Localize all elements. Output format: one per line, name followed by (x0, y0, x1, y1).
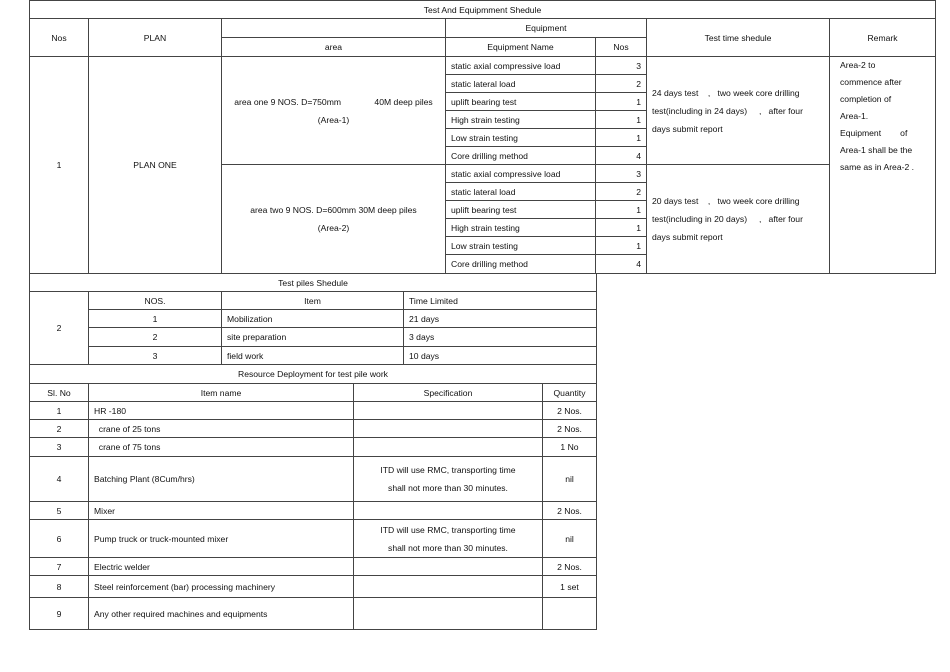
pile-row-time: 21 days (404, 310, 597, 328)
equipment-name: Low strain testing (446, 237, 596, 255)
resource-item: Electric welder (89, 558, 354, 576)
remark-cell (830, 57, 936, 274)
row-number: 1 (30, 57, 89, 274)
resource-sl: 8 (30, 576, 89, 598)
header-item-name: Item name (89, 384, 354, 402)
header-area: area (222, 38, 446, 57)
equipment-count: 3 (596, 57, 647, 75)
resource-item: Batching Plant (8Cum/hrs) (89, 457, 354, 502)
resources-title: Resource Deployment for test pile work (30, 365, 597, 384)
resource-spec (354, 598, 543, 630)
resource-qty (543, 598, 597, 630)
header-nos: Nos (30, 19, 89, 57)
equipment-count: 2 (596, 75, 647, 93)
pile-row-item: field work (222, 347, 404, 365)
resource-item: Mixer (89, 502, 354, 520)
test-piles-title: Test piles Shedule (30, 274, 597, 292)
resource-sl: 2 (30, 420, 89, 438)
remark-line: Area-1 shall be the (840, 145, 913, 155)
equipment-count: 1 (596, 201, 647, 219)
area-desc-label: (Area-1) (317, 114, 350, 125)
area-desc-line: area two 9 NOS. D=600mm 30M deep piles (250, 205, 417, 215)
resource-spec-line: shall not more than 30 minutes. (388, 483, 508, 493)
resource-sl: 7 (30, 558, 89, 576)
resource-spec (354, 438, 543, 457)
equipment-name: static lateral load (446, 75, 596, 93)
equipment-name: Core drilling method (446, 147, 596, 165)
schedule-title: Test And Equipmment Shedule (30, 1, 936, 19)
resource-item: crane of 25 tons (89, 420, 354, 438)
equipment-count: 1 (596, 219, 647, 237)
equipment-name: uplift bearing test (446, 93, 596, 111)
remark-line: same as in Area-2 . (840, 162, 915, 172)
header-sl-no: Sl. No (30, 384, 89, 402)
equipment-name: High strain testing (446, 219, 596, 237)
test-time-line: 24 days test , two week core drilling (652, 87, 800, 98)
resource-qty: 2 Nos. (543, 420, 597, 438)
resource-item: HR -180 (89, 402, 354, 420)
resource-qty: 2 Nos. (543, 502, 597, 520)
resource-item: Any other required machines and equipments (89, 598, 354, 630)
resource-qty: nil (543, 457, 597, 502)
equipment-name: Low strain testing (446, 129, 596, 147)
test-time-line: days submit report (652, 123, 723, 134)
equipment-name: High strain testing (446, 111, 596, 129)
resource-qty: 2 Nos. (543, 402, 597, 420)
remark-line: commence after (840, 77, 902, 87)
area-one-test-time (647, 57, 830, 165)
remark-line: Area-1. (840, 111, 869, 121)
resource-qty: nil (543, 520, 597, 558)
resource-sl: 3 (30, 438, 89, 457)
equipment-count: 4 (596, 255, 647, 274)
resource-sl: 5 (30, 502, 89, 520)
remark-line: completion of (840, 94, 892, 104)
pile-row-time: 3 days (404, 328, 597, 347)
resource-spec (354, 402, 543, 420)
area-desc-label: (Area-2) (317, 223, 350, 233)
plan-name: PLAN ONE (89, 57, 222, 274)
area-one-description (222, 57, 446, 165)
header-piles-nos: NOS. (89, 292, 222, 310)
test-time-line: test(including in 24 days) , after four (652, 105, 803, 116)
resource-spec (354, 576, 543, 598)
test-piles-row-number: 2 (30, 292, 89, 365)
resource-sl: 6 (30, 520, 89, 558)
equipment-count: 1 (596, 93, 647, 111)
resource-spec (354, 558, 543, 576)
area-two-description (222, 165, 446, 274)
resource-sl: 1 (30, 402, 89, 420)
resource-spec (354, 520, 543, 558)
header-quantity: Quantity (543, 384, 597, 402)
header-blank (222, 19, 446, 38)
header-piles-time: Time Limited (404, 292, 597, 310)
equipment-count: 2 (596, 183, 647, 201)
header-test-time: Test time shedule (647, 19, 830, 57)
remark-line: Equipment of (840, 128, 908, 138)
equipment-name: uplift bearing test (446, 201, 596, 219)
resource-item: crane of 75 tons (89, 438, 354, 457)
remark-line: Area-2 to (840, 60, 876, 70)
equipment-name: Core drilling method (446, 255, 596, 274)
equipment-count: 1 (596, 111, 647, 129)
test-time-line: test(including in 20 days) , after four (652, 214, 803, 224)
resource-spec-line: shall not more than 30 minutes. (388, 542, 508, 553)
area-two-test-time (647, 165, 830, 274)
equipment-name: static axial compressive load (446, 165, 596, 183)
resource-spec-line: ITD will use RMC, transporting time (380, 524, 516, 535)
pile-row-time: 10 days (404, 347, 597, 365)
resource-spec-line: ITD will use RMC, transporting time (380, 465, 516, 475)
equipment-name: static axial compressive load (446, 57, 596, 75)
resource-spec (354, 502, 543, 520)
resource-qty: 2 Nos. (543, 558, 597, 576)
pile-row-item: Mobilization (222, 310, 404, 328)
resource-sl: 9 (30, 598, 89, 630)
header-piles-item: Item (222, 292, 404, 310)
pile-row-nos: 2 (89, 328, 222, 347)
equipment-count: 1 (596, 129, 647, 147)
pile-row-nos: 3 (89, 347, 222, 365)
header-remark: Remark (830, 19, 936, 57)
pile-row-item: site preparation (222, 328, 404, 347)
resource-sl: 4 (30, 457, 89, 502)
resource-item: Pump truck or truck-mounted mixer (89, 520, 354, 558)
resource-qty: 1 No (543, 438, 597, 457)
equipment-name: static lateral load (446, 183, 596, 201)
equipment-count: 3 (596, 165, 647, 183)
header-equipment-nos: Nos (596, 38, 647, 57)
resource-spec (354, 420, 543, 438)
test-time-line: days submit report (652, 232, 723, 242)
resource-spec (354, 457, 543, 502)
resource-qty: 1 set (543, 576, 597, 598)
pile-row-nos: 1 (89, 310, 222, 328)
header-plan: PLAN (89, 19, 222, 57)
header-specification: Specification (354, 384, 543, 402)
equipment-count: 4 (596, 147, 647, 165)
area-desc-line: area one 9 NOS. D=750mm 40M deep piles (234, 96, 433, 107)
resource-item: Steel reinforcement (bar) processing machinery (89, 576, 354, 598)
header-equipment-name: Equipment Name (446, 38, 596, 57)
test-time-line: 20 days test , two week core drilling (652, 196, 800, 206)
equipment-count: 1 (596, 237, 647, 255)
header-equipment: Equipment (446, 19, 647, 38)
